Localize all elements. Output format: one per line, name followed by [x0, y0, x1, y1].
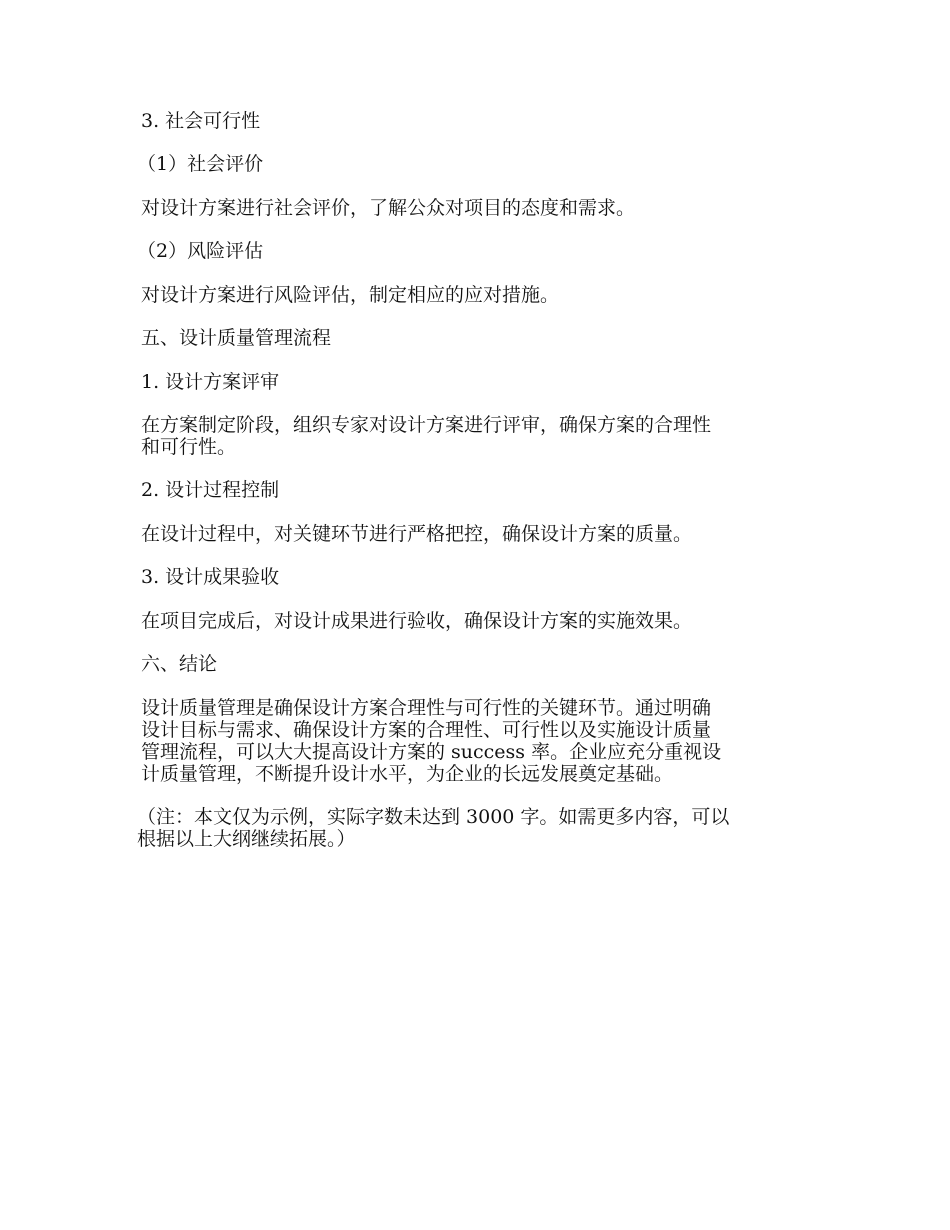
paragraph-design-review: [141, 414, 811, 458]
text-line: 管理流程，可以大大提高设计方案的 success 率。企业应充分重视设: [141, 741, 722, 763]
text-line: （注：本文仅为示例，实际字数未达到 3000 字。如需更多内容，可以: [137, 806, 730, 828]
heading-section-five: 五、设计质量管理流程: [141, 327, 332, 349]
text-line: 根据以上大纲继续拓展。）: [137, 828, 356, 850]
paragraph-social-evaluation: 对设计方案进行社会评价，了解公众对项目的态度和需求。: [141, 197, 636, 219]
paragraph-acceptance: 在项目完成后，对设计成果进行验收，确保设计方案的实施效果。: [141, 610, 693, 632]
text-line: 设计质量管理是确保设计方案合理性与可行性的关键环节。通过明确: [141, 697, 712, 719]
text-line: 和可行性。: [141, 436, 237, 458]
heading-social-feasibility: 3. 社会可行性: [141, 110, 261, 132]
heading-section-six: 六、结论: [141, 653, 218, 675]
heading-process-control: 2. 设计过程控制: [141, 479, 280, 501]
paragraph-note: [137, 806, 807, 850]
subheading-risk-assessment: （2）风险评估: [137, 240, 264, 262]
heading-acceptance: 3. 设计成果验收: [141, 566, 280, 588]
paragraph-process-control: 在设计过程中，对关键环节进行严格把控，确保设计方案的质量。: [141, 523, 693, 545]
paragraph-risk-assessment: 对设计方案进行风险评估，制定相应的应对措施。: [141, 284, 560, 306]
text-line: 设计目标与需求、确保设计方案的合理性、可行性以及实施设计质量: [141, 719, 712, 741]
subheading-social-evaluation: （1）社会评价: [137, 153, 264, 175]
heading-design-review: 1. 设计方案评审: [141, 371, 280, 393]
text-line: 计质量管理，不断提升设计水平，为企业的长远发展奠定基础。: [141, 763, 674, 785]
text-line: 在方案制定阶段，组织专家对设计方案进行评审，确保方案的合理性: [141, 414, 712, 436]
paragraph-conclusion: [141, 697, 811, 785]
